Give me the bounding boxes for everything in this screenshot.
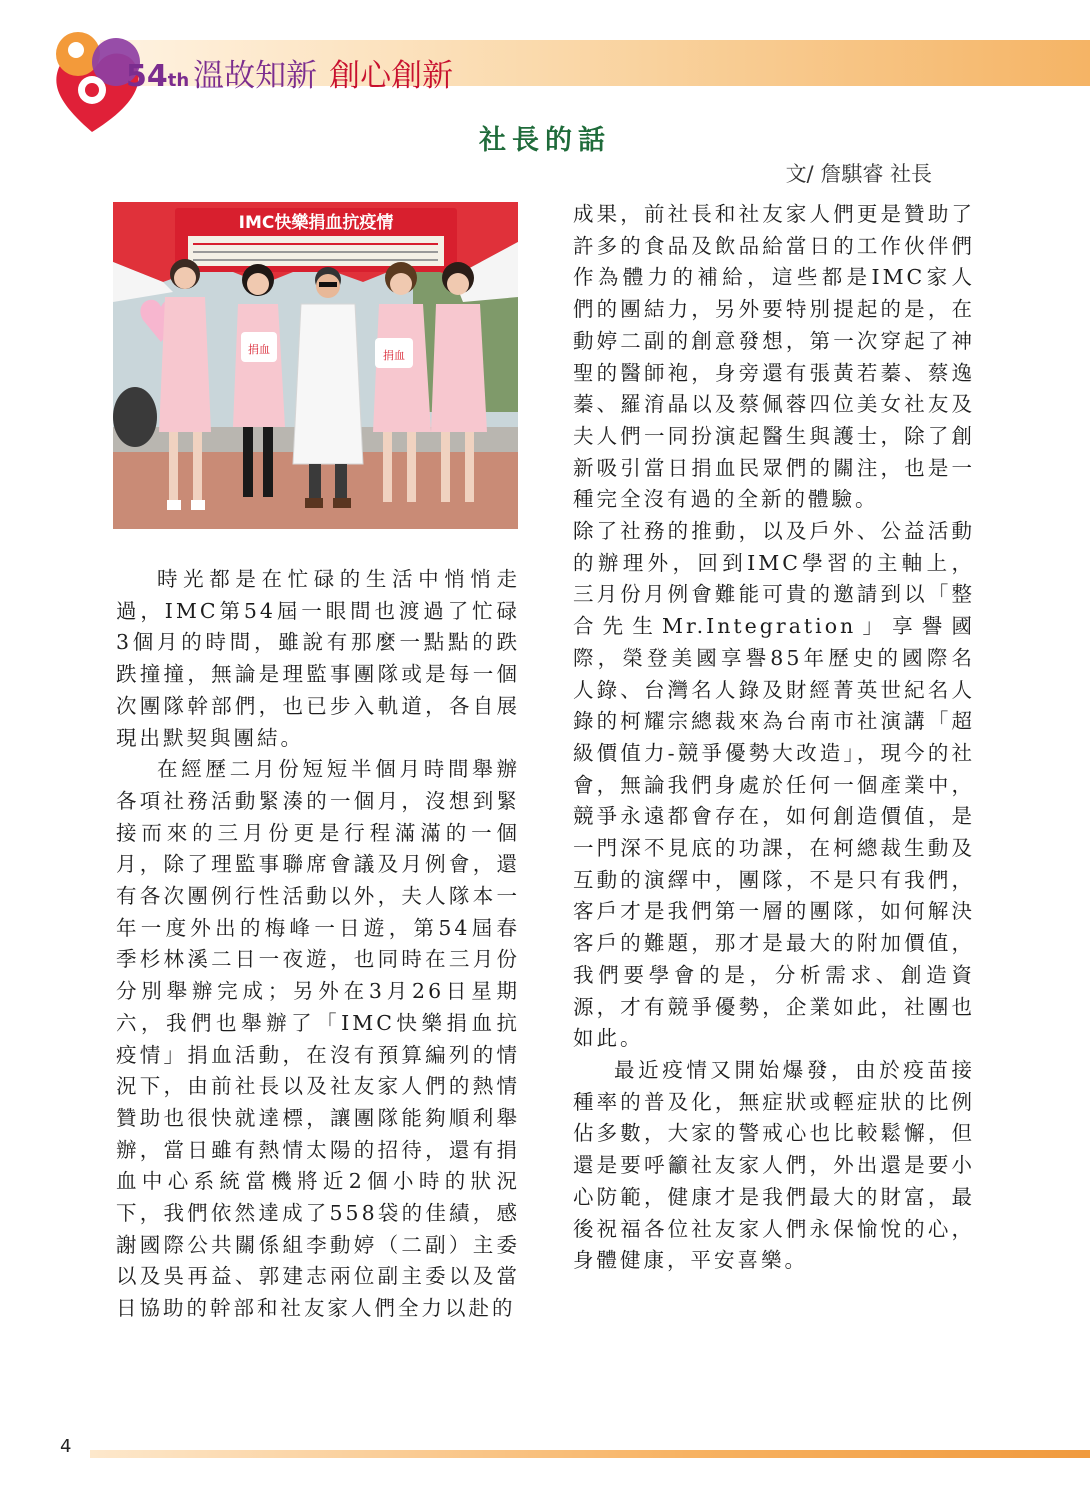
right-column bbox=[573, 199, 975, 1277]
event-photo bbox=[113, 202, 518, 529]
paragraph: 最近疫情又開始爆發，由於疫苗接種率的普及化，無症狀或輕症狀的比例佔多數，大家的警戒心也比較鬆懈，但還是要呼籲社友家人們，外出還是要小心防範，健康才是我們最大的財富，最後祝福各位社友家人們永保愉悅的心，身體健康，平安喜樂。 bbox=[573, 1057, 975, 1273]
paragraph: 時光都是在忙碌的生活中悄悄走過，IMC第54屆一眼間也渡過了忙碌3個月的時間，雖說有那麼一點點的跌跌撞撞，無論是理監事團隊或是每一個次團隊幹部們，也已步入軌道，各自展現出默契與團結。 bbox=[116, 567, 520, 750]
header-slogan bbox=[126, 50, 454, 94]
slogan-part-1: 溫故知新 bbox=[193, 58, 318, 94]
event-photo-illustration bbox=[113, 202, 518, 529]
paragraph: 除了社務的推動，以及戶外、公益活動的辦理外，回到IMC學習的主軸上，三月份月例會難能可貴的邀請到以「整合先生Mr.Integration」享譽國際，榮登美國享譽85年歷史的國際名人錄、台灣名人錄及財經菁英世紀名人錄的柯耀宗總裁來為台南市社演講「超級價值力-競爭優勢大改造」，現今的社會，無論我們身處於任何一個產業中，競爭永遠都會存在，如何創造價值，是一門深不見底的功課，在柯總裁生動及互動的演繹中，團隊，不是只有我們，客戶才是我們第一層的團隊，如何解決客戶的難題，那才是最大的附加價值，我們要學會的是，分析需求、創造資源，才有競爭優勢，企業如此，社團也如此。 bbox=[573, 519, 975, 1051]
page-number: 4 bbox=[60, 1436, 72, 1457]
slogan-part-2: 創心創新 bbox=[329, 58, 454, 94]
term-ordinal: th bbox=[167, 70, 190, 91]
article-title: 社長的話 bbox=[479, 125, 611, 156]
sign-left: 捐血 bbox=[248, 343, 270, 356]
term-number: 54 bbox=[126, 59, 168, 94]
left-column bbox=[116, 564, 520, 1325]
article-byline: 文/ 詹騏睿 社長 bbox=[785, 162, 932, 186]
paragraph: 在經歷二月份短短半個月時間舉辦各項社務活動緊湊的一個月，沒想到緊接而來的三月份更是行程滿滿的一個月，除了理監事聯席會議及月例會，還有各次團例行性活動以外，夫人隊本一年一度外出的梅峰一日遊，第54屆春季杉林溪二日一夜遊，也同時在三月份分別舉辦完成；另外在3月26日星期六，我們也舉辦了「IMC快樂捐血抗疫情」捐血活動，在沒有預算編列的情況下，由前社長以及社友家人們的熱情贊助也很快就達標，讓團隊能夠順利舉辦，當日雖有熱情太陽的招待，還有捐血中心系統當機將近2個小時的狀況下，我們依然達成了558袋的佳績，感謝國際公共關係組李動婷（二副）主委以及吳再益、郭建志兩位副主委以及當日協助的幹部和社友家人們全力以赴的 bbox=[116, 757, 520, 1321]
paragraph: 成果，前社長和社友家人們更是贊助了許多的食品及飲品給當日的工作伙伴們作為體力的補給，這些都是IMC家人們的團結力，另外要特別提起的是，在動婷二副的創意發想，第一次穿起了神聖的醫師袍，身旁還有張黃若蓁、蔡逸蓁、羅淯晶以及蔡佩蓉四位美女社友及夫人們一同扮演起醫生與護士，除了創新吸引當日捐血民眾們的關注，也是一種完全沒有過的全新的體驗。 bbox=[573, 202, 975, 512]
sign-right: 捐血 bbox=[383, 349, 405, 362]
footer-gradient-bar bbox=[90, 1450, 1090, 1458]
banner-text: IMC快樂捐血抗疫情 bbox=[238, 213, 394, 233]
